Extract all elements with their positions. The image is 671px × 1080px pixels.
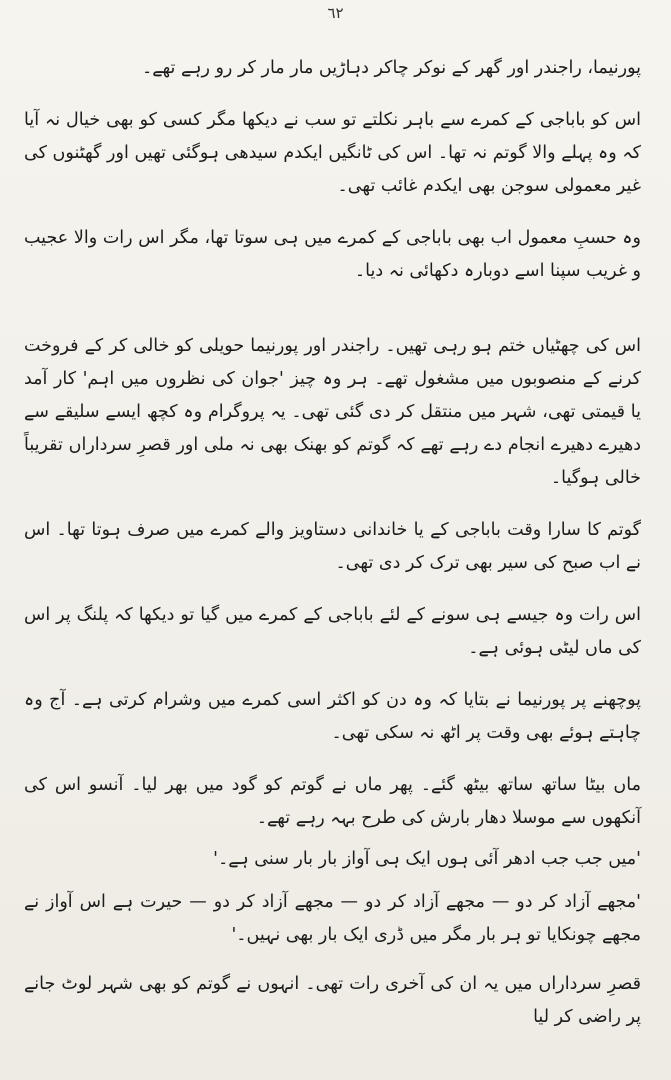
paragraph-3: وہ حسبِ معمول اب بھی باباجی کے کمرے میں ہی سوتا تھا، مگر اس رات والا عجیب و غریب سپنا اسے دوبارہ دکھائی نہ دیا۔ [24,228,641,281]
quote-1: 'میں جب جب ادھر آئی ہوں ایک ہی آواز بار بار سنی ہے۔' [213,849,641,869]
paragraph-4: اس کی چھٹیاں ختم ہو رہی تھیں۔ راجندر اور پورنیما حویلی کو خالی کر کے فروخت کرنے کے منصوبوں میں مشغول تھے۔ ہر وہ چیز 'جوان کی نظروں میں اہم' کار آمد یا قیمتی تھی، شہر میں منتقل کر دی گئی تھی۔ یہ پروگرام وہ کچھ ایسے سلیقے سے دھیرے دھیرے انجام دے رہے تھے کہ گوتم کو بھنک بھی نہ ملی اور قصرِ سرداراں تقریباً خالی ہوگیا۔ [24,336,641,488]
paragraph-5: گوتم کا سارا وقت باباجی کے یا خاندانی دستاویز والے کمرے میں صرف ہوتا تھا۔ اس نے اب صبح کی سیر بھی ترک کر دی تھی۔ [24,520,641,573]
paragraph-2: اس کو باباجی کے کمرے سے باہر نکلتے تو سب نے دیکھا مگر کسی کو بھی خیال نہ آیا کہ وہ پہلے والا گوتم نہ تھا۔ اس کی ٹانگیں ایکدم سیدھی ہوگئی تھیں اور گھٹنوں کی غیر معمولی سوجن بھی ایکدم غائب تھی۔ [24,110,641,196]
page-text [24,52,641,1053]
paragraph-9: قصرِ سرداراں میں یہ ان کی آخری رات تھی۔ انہوں نے گوتم کو بھی شہر لوٹ جانے پر راضی کر لیا [24,974,641,1027]
paragraph-1: پورنیما، راجندر اور گھر کے نوکر چاکر دہاڑیں مار مار کر رو رہے تھے۔ [141,58,641,78]
paragraph-7: پوچھنے پر پورنیما نے بتایا کہ وہ دن کو اکثر اسی کمرے میں وشرام کرتی ہے۔ آج وہ چاہتے ہوئے بھی وقت پر اٹھ نہ سکی تھی۔ [24,690,641,743]
page-number: ٦٢ [327,4,344,22]
paragraph-8: ماں بیٹا ساتھ ساتھ بیٹھ گئے۔ پھر ماں نے گوتم کو گود میں بھر لیا۔ آنسو اس کی آنکھوں سے موسلا دھار بارش کی طرح بہہ رہے تھے۔ [24,775,641,828]
paragraph-6: اس رات وہ جیسے ہی سونے کے لئے باباجی کے کمرے میں گیا تو دیکھا کہ پلنگ پر اس کی ماں لیٹی ہوئی ہے۔ [24,605,641,658]
quote-2: 'مجھے آزاد کر دو — مجھے آزاد کر دو — مجھے آزاد کر دو — حیرت ہے اس آواز نے مجھے چونکایا تو ہر بار مگر میں ڈری ایک بار بھی نہیں۔' [24,892,641,945]
